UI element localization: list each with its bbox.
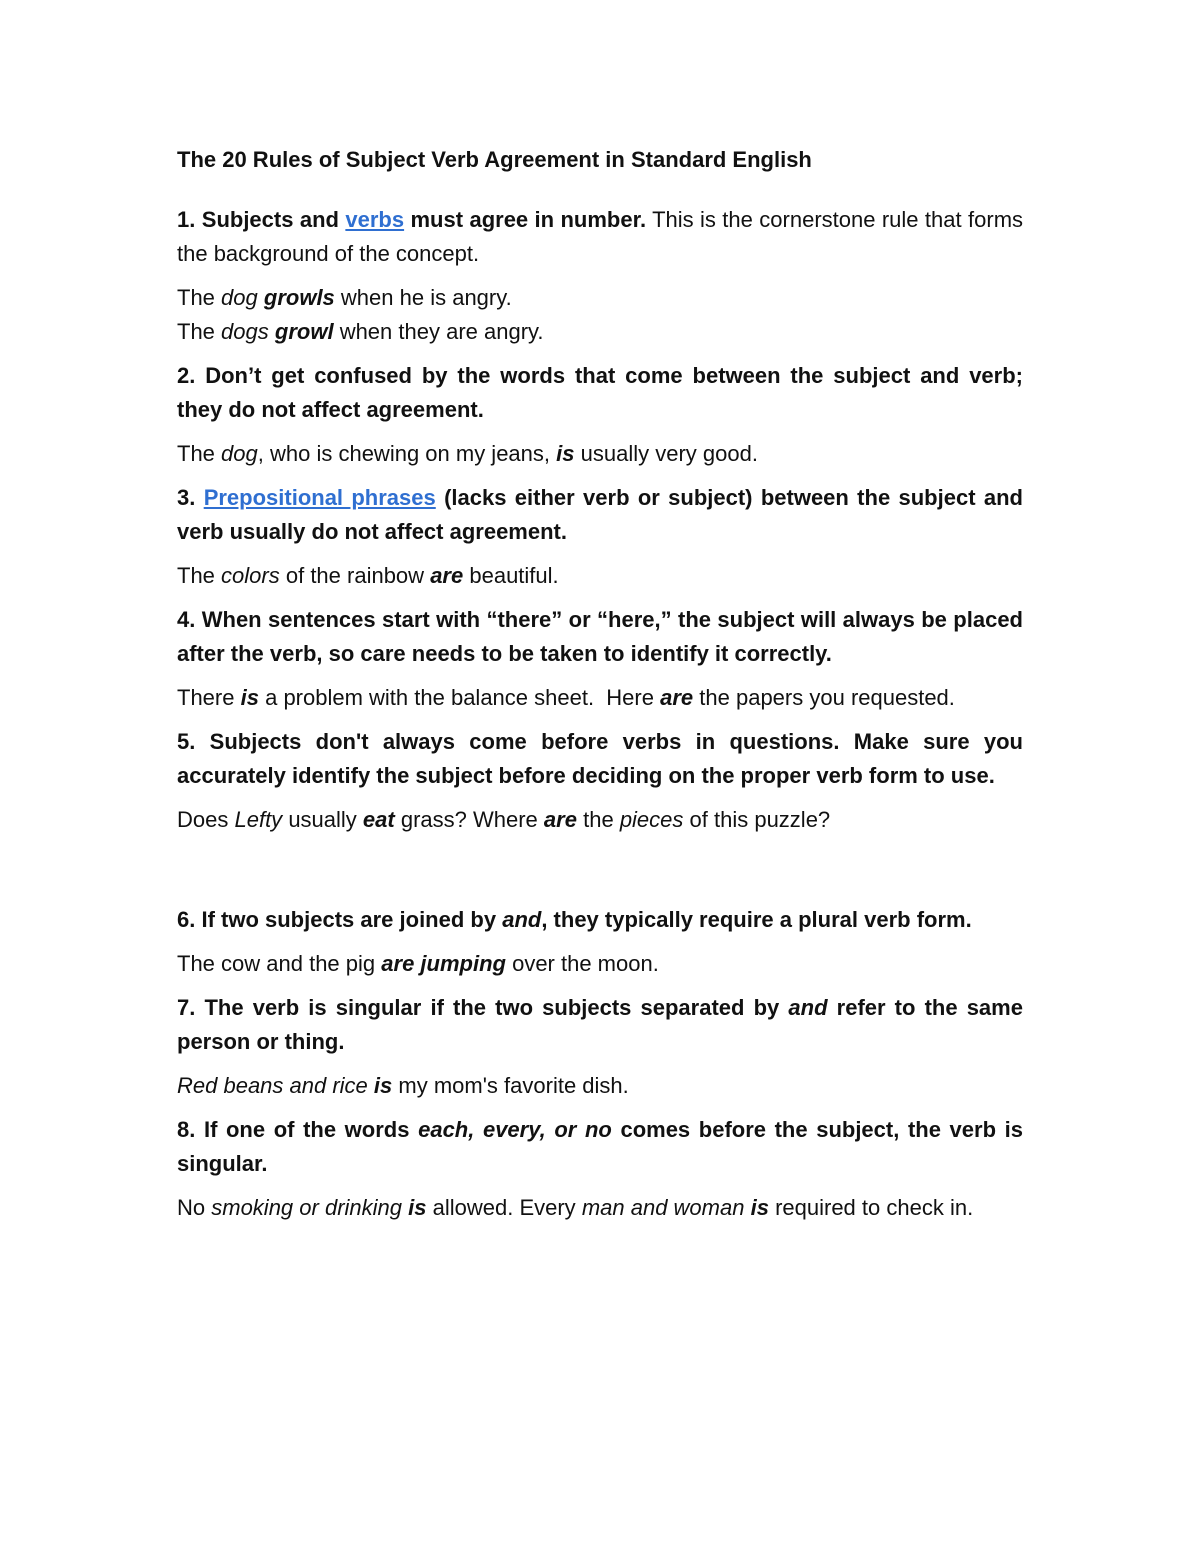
example-text: The xyxy=(177,441,215,466)
rule-4 xyxy=(177,603,1023,671)
example-text: the papers you requested. xyxy=(699,685,955,710)
example-subject: dogs xyxy=(221,319,269,344)
rule-2-heading: 2. Don’t get confused by the words that come between the subject and verb; they do not affect agreement. xyxy=(177,363,1023,422)
example-text: grass? Where xyxy=(400,807,538,832)
example-verb: are xyxy=(430,563,464,588)
example-text: The xyxy=(177,285,215,310)
example-subject: dog xyxy=(221,441,258,466)
example-text: when they are angry. xyxy=(339,319,544,344)
example-subject: pieces xyxy=(619,807,684,832)
example-text: my mom's favorite dish. xyxy=(398,1073,629,1098)
rule-6-example xyxy=(177,947,1023,981)
example-text: of the rainbow xyxy=(285,563,425,588)
rule-7-emphasis: and xyxy=(788,995,828,1020)
rule-6-emphasis: and xyxy=(502,907,542,932)
rule-5 xyxy=(177,725,1023,793)
example-subject: colors xyxy=(221,563,280,588)
rule-7-heading-start: 7. The verb is singular if the two subjects separated by xyxy=(177,995,780,1020)
example-text: allowed. Every xyxy=(432,1195,576,1220)
example-verb: are xyxy=(543,807,577,832)
example-text: usually xyxy=(288,807,357,832)
example-subject: Red beans and rice xyxy=(177,1073,368,1098)
rule-1-heading-start: Subjects and xyxy=(201,207,339,232)
example-verb: are jumping xyxy=(381,951,506,976)
example-subject: Lefty xyxy=(234,807,283,832)
example-verb: is xyxy=(750,1195,769,1220)
rule-5-example xyxy=(177,803,1023,837)
rule-1-example-1 xyxy=(177,281,1023,315)
rule-3-heading: (lacks either verb or subject) between the subject and verb usually do not affect agreement. xyxy=(177,485,1023,544)
example-subject: man and woman xyxy=(581,1195,745,1220)
example-text: a problem with the balance sheet. Here xyxy=(265,685,654,710)
rule-8-emphasis: each, every, or no xyxy=(418,1117,612,1142)
rule-8-example xyxy=(177,1191,1023,1225)
example-text: No xyxy=(177,1195,206,1220)
example-verb: eat xyxy=(362,807,395,832)
example-subject: dog xyxy=(221,285,258,310)
rule-5-heading: 5. Subjects don't always come before verbs in questions. Make sure you accurately identify the subject before deciding on the proper verb form to use. xyxy=(177,729,1023,788)
rule-4-heading: 4. When sentences start with “there” or “here,” the subject will always be placed after the verb, so care needs to be taken to identify it correctly. xyxy=(177,607,1023,666)
rule-1-heading-end: must agree in number. xyxy=(410,207,647,232)
rule-7-example xyxy=(177,1069,1023,1103)
rule-3 xyxy=(177,481,1023,549)
rule-6-heading-end: , they typically require a plural verb form. xyxy=(541,907,972,932)
rule-3-example xyxy=(177,559,1023,593)
rule-3-number: 3. xyxy=(177,485,196,510)
rule-2 xyxy=(177,359,1023,427)
blank-gap xyxy=(177,847,1023,903)
example-verb: is xyxy=(240,685,259,710)
verbs-link[interactable]: verbs xyxy=(345,207,405,232)
rule-1-example-2 xyxy=(177,315,1023,349)
rule-8-heading-end: comes before the subject, the verb is singular. xyxy=(177,1117,1023,1176)
example-text: The cow and the pig xyxy=(177,951,376,976)
rule-2-example xyxy=(177,437,1023,471)
document-title: The 20 Rules of Subject Verb Agreement in Standard English xyxy=(177,147,812,172)
example-text: of this puzzle? xyxy=(689,807,831,832)
example-verb: is xyxy=(373,1073,393,1098)
prepositional-phrases-link[interactable]: Prepositional phrases xyxy=(203,485,436,510)
example-subject: smoking or drinking xyxy=(211,1195,402,1220)
example-verb: is xyxy=(408,1195,427,1220)
example-verb: growl xyxy=(274,319,334,344)
example-verb: growls xyxy=(263,285,335,310)
example-text: The xyxy=(177,563,215,588)
example-text: the xyxy=(583,807,614,832)
example-text: beautiful. xyxy=(469,563,559,588)
document-page xyxy=(177,143,1023,1235)
rule-8-heading-start: 8. If one of the words xyxy=(177,1117,410,1142)
example-text: Does xyxy=(177,807,229,832)
rule-6 xyxy=(177,903,1023,937)
example-text: required to check in. xyxy=(775,1195,974,1220)
rule-1 xyxy=(177,203,1023,271)
rule-7 xyxy=(177,991,1023,1059)
example-text: when he is angry. xyxy=(340,285,512,310)
rule-4-example xyxy=(177,681,1023,715)
rule-1-text: This is the cornerstone rule that forms the background of the concept. xyxy=(177,207,1024,266)
rule-6-heading-start: 6. If two subjects are joined by xyxy=(177,907,497,932)
example-verb: are xyxy=(660,685,694,710)
example-text: , who is chewing on my jeans, xyxy=(257,441,551,466)
example-text: The xyxy=(177,319,215,344)
rule-8 xyxy=(177,1113,1023,1181)
rule-7-heading-end: refer to the same person or thing. xyxy=(177,995,1023,1054)
example-text: There xyxy=(177,685,235,710)
example-text: usually very good. xyxy=(580,441,758,466)
example-verb: is xyxy=(556,441,575,466)
example-text: over the moon. xyxy=(512,951,659,976)
rule-1-number: 1. xyxy=(177,207,196,232)
